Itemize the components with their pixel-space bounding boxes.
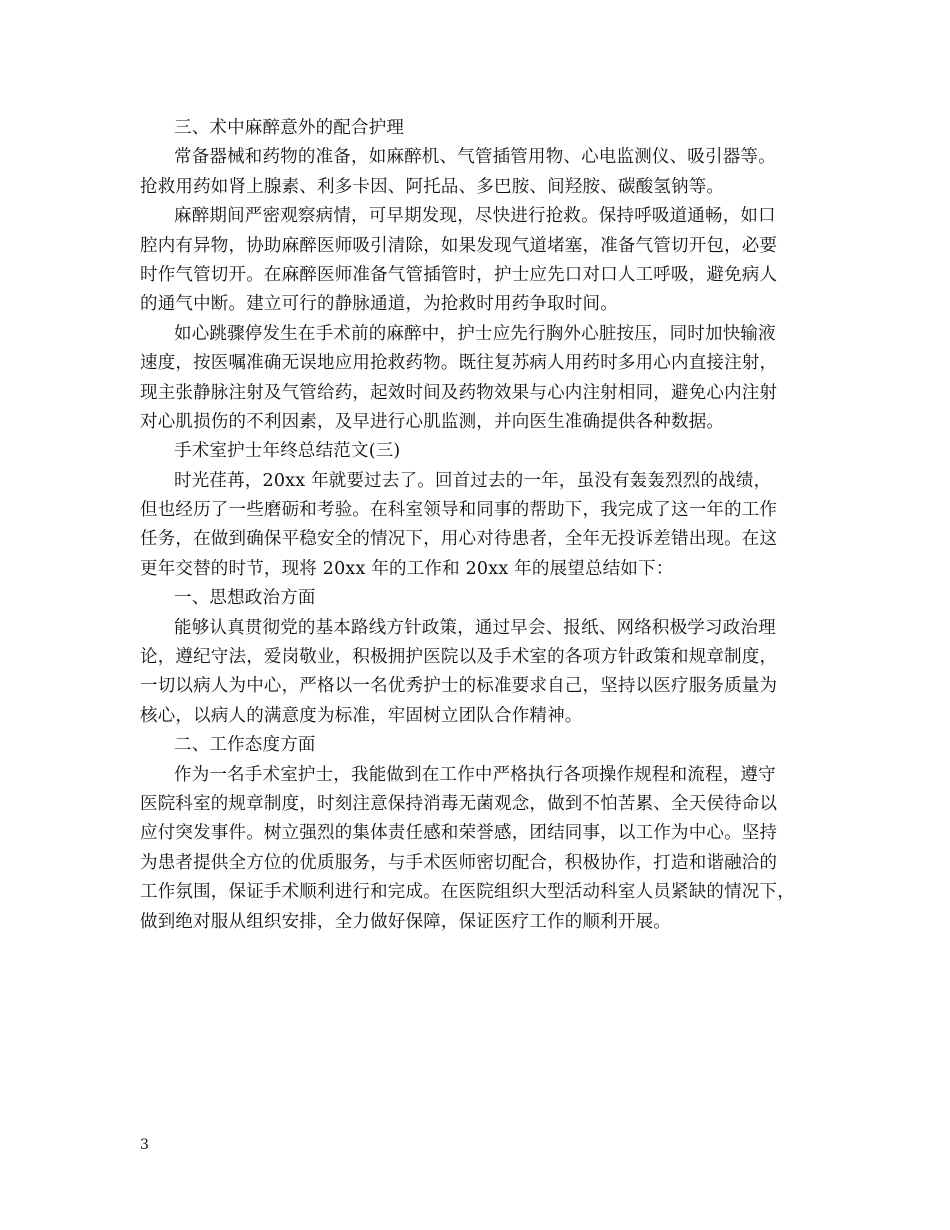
text-line: 对心肌损伤的不利因素，及早进行心肌监测，并向医生准确提供各种数据。 <box>140 411 725 432</box>
text-line: 时作气管切开。在麻醉医师准备气管插管时，护士应先口对口人工呼吸，避免病人 <box>140 264 778 285</box>
text-line: 论，遵纪守法，爱岗敬业，积极拥护医院以及手术室的各项方针政策和规章制度， <box>140 647 778 668</box>
text-line: 做到绝对服从组织安排，全力做好保障，保证医疗工作的顺利开展。 <box>140 911 671 932</box>
document-body <box>140 114 820 937</box>
text-line: 速度，按医嘱准确无误地应用抢救药物。既往复苏病人用药时多用心内直接注射， <box>140 353 778 374</box>
text-line: 但也经历了一些磨砺和考验。在科室领导和同事的帮助下，我完成了这一年的工作 <box>140 500 778 521</box>
text-line: 时光荏苒，20xx 年就要过去了。回首过去的一年，虽没有轰轰烈烈的战绩， <box>174 470 772 491</box>
text-line: 应付突发事件。树立强烈的集体责任感和荣誉感，团结同事，以工作为中心。坚持 <box>140 823 778 844</box>
text-line: 更年交替的时节，现将 20xx 年的工作和 20xx 年的展望总结如下： <box>140 558 674 579</box>
text-line: 麻醉期间严密观察病情，可早期发现，尽快进行抢救。保持呼吸道通畅，如口 <box>174 206 776 227</box>
text-line: 任务，在做到确保平稳安全的情况下，用心对待患者，全年无投诉差错出现。在这 <box>140 529 778 550</box>
text-line: 一、思想政治方面 <box>174 588 316 609</box>
text-line: 作为一名手术室护士，我能做到在工作中严格执行各项操作规程和流程，遵守 <box>174 764 776 785</box>
text-line: 工作氛围，保证手术顺利进行和完成。在医院组织大型活动科室人员紧缺的情况下， <box>140 882 795 903</box>
text-line: 医院科室的规章制度，时刻注意保持消毒无菌观念，做到不怕苦累、全天侯待命以 <box>140 793 778 814</box>
text-line: 常备器械和药物的准备，如麻醉机、气管插管用物、心电监测仪、吸引器等。 <box>174 147 776 168</box>
text-line: 抢救用药如肾上腺素、利多卡因、阿托品、多巴胺、间羟胺、碳酸氢钠等。 <box>140 176 725 197</box>
text-line: 如心跳骤停发生在手术前的麻醉中，护士应先行胸外心脏按压，同时加快输液 <box>174 323 776 344</box>
text-line: 为患者提供全方位的优质服务，与手术医师密切配合，积极协作，打造和谐融洽的 <box>140 852 778 873</box>
page-number: 3 <box>140 1137 149 1153</box>
text-line: 核心，以病人的满意度为标准，牢固树立团队合作精神。 <box>140 705 583 726</box>
text-line: 一切以病人为中心，严格以一名优秀护士的标准要求自己，坚持以医疗服务质量为 <box>140 676 778 697</box>
text-line: 能够认真贯彻党的基本路线方针政策，通过早会、报纸、网络积极学习政治理 <box>174 617 776 638</box>
text-line: 腔内有异物，协助麻醉医师吸引清除，如果发现气道堵塞，准备气管切开包，必要 <box>140 235 778 256</box>
text-line: 二、工作态度方面 <box>174 735 316 756</box>
text-line: 现主张静脉注射及气管给药，起效时间及药物效果与心内注射相同，避免心内注射 <box>140 382 778 403</box>
text-line: 三、术中麻醉意外的配合护理 <box>174 118 405 138</box>
text-line: 的通气中断。建立可行的静脉通道，为抢救时用药争取时间。 <box>140 294 618 315</box>
text-line: 手术室护士年终总结范文(三) <box>174 441 401 462</box>
